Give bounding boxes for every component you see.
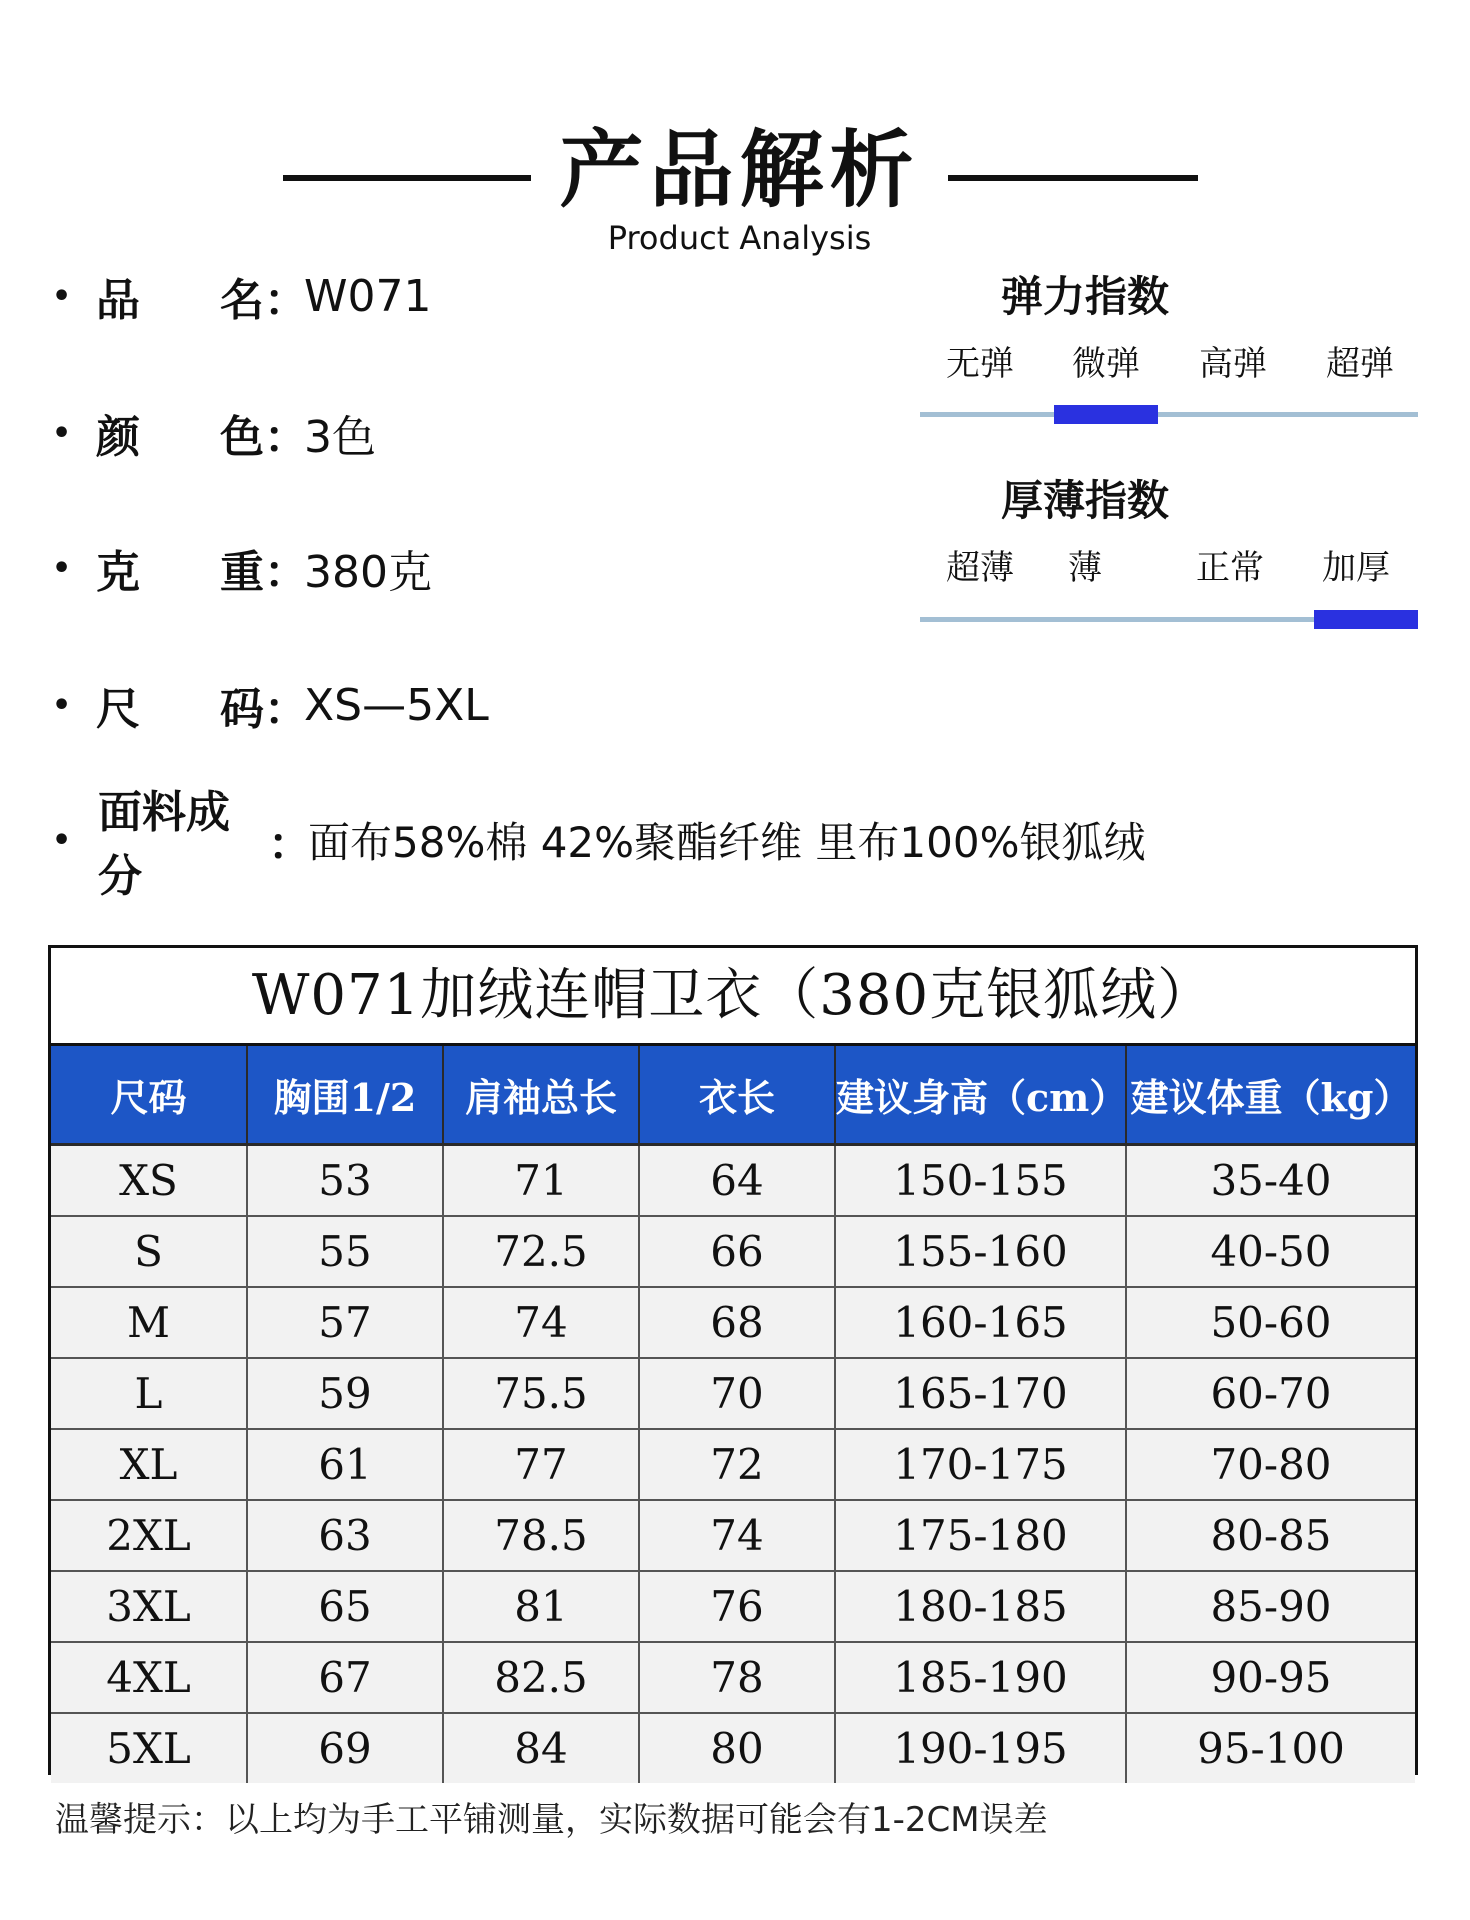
- elasticity-option: 超弹: [1326, 344, 1394, 384]
- info-colon: ：: [264, 275, 308, 326]
- cell-length: 70: [639, 1358, 835, 1429]
- cell-height: 185-190: [835, 1642, 1126, 1713]
- thickness-option: 加厚: [1322, 548, 1390, 588]
- cell-height: 170-175: [835, 1429, 1126, 1500]
- cell-sleeve: 81: [443, 1571, 639, 1642]
- table-row: [51, 1642, 1415, 1713]
- info-weight-value: 380克: [304, 547, 432, 598]
- cell-chest: 67: [247, 1642, 443, 1713]
- cell-length: 80: [639, 1713, 835, 1783]
- cell-height: 190-195: [835, 1713, 1126, 1783]
- info-fabric-value: 面布58%棉 42%聚酯纤维 里布100%银狐绒: [308, 818, 1146, 867]
- col-header-size: 尺码: [51, 1046, 247, 1145]
- elasticity-options: [918, 344, 1418, 384]
- cell-chest: 55: [247, 1216, 443, 1287]
- col-header-chest: 胸围1/2: [247, 1046, 443, 1145]
- thickness-option: 超薄: [946, 548, 1014, 588]
- cell-length: 72: [639, 1429, 835, 1500]
- cell-length: 68: [639, 1287, 835, 1358]
- cell-chest: 65: [247, 1571, 443, 1642]
- info-colon: ：: [264, 684, 308, 735]
- cell-length: 74: [639, 1500, 835, 1571]
- cell-size: 5XL: [51, 1713, 247, 1783]
- cell-height: 155-160: [835, 1216, 1126, 1287]
- table-row: [51, 1145, 1415, 1217]
- info-colon: ：: [268, 819, 312, 870]
- bullet-icon: •: [52, 278, 72, 314]
- cell-height: 180-185: [835, 1571, 1126, 1642]
- cell-size: XL: [51, 1429, 247, 1500]
- cell-weight: 60-70: [1126, 1358, 1415, 1429]
- col-header-height: 建议身高（cm）: [835, 1046, 1126, 1145]
- info-colon: ：: [264, 547, 308, 598]
- cell-length: 66: [639, 1216, 835, 1287]
- cell-sleeve: 71: [443, 1145, 639, 1217]
- table-row: [51, 1713, 1415, 1783]
- thickness-options: [918, 548, 1418, 588]
- elasticity-option: 无弹: [946, 344, 1014, 384]
- cell-chest: 53: [247, 1145, 443, 1217]
- page-subtitle: Product Analysis: [607, 219, 872, 257]
- cell-height: 150-155: [835, 1145, 1126, 1217]
- cell-sleeve: 74: [443, 1287, 639, 1358]
- cell-sleeve: 72.5: [443, 1216, 639, 1287]
- cell-sleeve: 75.5: [443, 1358, 639, 1429]
- header-rule-right: [948, 175, 1198, 181]
- cell-weight: 95-100: [1126, 1713, 1415, 1783]
- cell-sleeve: 84: [443, 1713, 639, 1783]
- elasticity-title: 弹力指数: [1000, 272, 1169, 321]
- size-table-title: W071加绒连帽卫衣（380克银狐绒）: [51, 948, 1415, 1046]
- bullet-icon: •: [52, 550, 72, 586]
- cell-weight: 50-60: [1126, 1287, 1415, 1358]
- info-colon: ：: [264, 412, 308, 463]
- info-name-row: [52, 266, 432, 326]
- info-color-row: [52, 403, 376, 463]
- info-size-label: 尺 码: [96, 684, 264, 735]
- elasticity-option: 高弹: [1199, 344, 1267, 384]
- info-fabric-label: 面料成分: [98, 787, 230, 902]
- table-row: [51, 1216, 1415, 1287]
- cell-size: XS: [51, 1145, 247, 1217]
- info-color-value: 3色: [304, 412, 376, 463]
- cell-length: 64: [639, 1145, 835, 1217]
- thickness-track: [920, 617, 1418, 622]
- size-table-body: [51, 1145, 1415, 1784]
- elasticity-option: 微弹: [1072, 344, 1140, 384]
- cell-weight: 80-85: [1126, 1500, 1415, 1571]
- thickness-option: 薄: [1068, 548, 1102, 588]
- cell-length: 76: [639, 1571, 835, 1642]
- cell-size: 2XL: [51, 1500, 247, 1571]
- elasticity-indicator: [1054, 405, 1158, 424]
- elasticity-track: [920, 412, 1418, 417]
- bullet-icon: •: [52, 415, 72, 451]
- cell-weight: 70-80: [1126, 1429, 1415, 1500]
- cell-size: L: [51, 1358, 247, 1429]
- info-fabric-row: [52, 787, 1146, 902]
- info-weight-label: 克 重: [96, 547, 264, 598]
- cell-size: 4XL: [51, 1642, 247, 1713]
- cell-chest: 59: [247, 1358, 443, 1429]
- cell-chest: 61: [247, 1429, 443, 1500]
- cell-chest: 57: [247, 1287, 443, 1358]
- cell-size: 3XL: [51, 1571, 247, 1642]
- header-rule-left: [283, 175, 531, 181]
- thickness-indicator: [1314, 610, 1418, 629]
- info-name-value: W071: [304, 270, 432, 322]
- info-color-label: 颜 色: [96, 412, 264, 463]
- cell-sleeve: 82.5: [443, 1642, 639, 1713]
- size-table-header-row: [51, 1046, 1415, 1145]
- cell-weight: 35-40: [1126, 1145, 1415, 1217]
- table-row: [51, 1358, 1415, 1429]
- table-row: [51, 1429, 1415, 1500]
- col-header-weight: 建议体重（kg）: [1126, 1046, 1415, 1145]
- bullet-icon: •: [52, 687, 72, 723]
- cell-height: 165-170: [835, 1358, 1126, 1429]
- cell-chest: 63: [247, 1500, 443, 1571]
- col-header-sleeve: 肩袖总长: [443, 1046, 639, 1145]
- size-table: [48, 945, 1418, 1775]
- size-table-grid: [51, 1046, 1415, 1783]
- cell-weight: 40-50: [1126, 1216, 1415, 1287]
- page-title: 产品解析: [559, 121, 920, 219]
- cell-size: M: [51, 1287, 247, 1358]
- cell-sleeve: 78.5: [443, 1500, 639, 1571]
- table-row: [51, 1571, 1415, 1642]
- table-row: [51, 1287, 1415, 1358]
- info-weight-row: [52, 538, 432, 598]
- measurement-note: 温馨提示：以上均为手工平铺测量，实际数据可能会有1-2CM误差: [55, 1800, 1048, 1840]
- thickness-option: 正常: [1196, 548, 1264, 588]
- cell-sleeve: 77: [443, 1429, 639, 1500]
- cell-weight: 90-95: [1126, 1642, 1415, 1713]
- cell-height: 175-180: [835, 1500, 1126, 1571]
- cell-chest: 69: [247, 1713, 443, 1783]
- table-row: [51, 1500, 1415, 1571]
- cell-weight: 85-90: [1126, 1571, 1415, 1642]
- thickness-title: 厚薄指数: [1000, 476, 1169, 525]
- col-header-length: 衣长: [639, 1046, 835, 1145]
- cell-height: 160-165: [835, 1287, 1126, 1358]
- info-size-value: XS—5XL: [304, 679, 489, 731]
- bullet-icon: •: [52, 822, 72, 858]
- info-name-label: 品 名: [96, 275, 264, 326]
- info-size-row: [52, 675, 489, 735]
- cell-length: 78: [639, 1642, 835, 1713]
- cell-size: S: [51, 1216, 247, 1287]
